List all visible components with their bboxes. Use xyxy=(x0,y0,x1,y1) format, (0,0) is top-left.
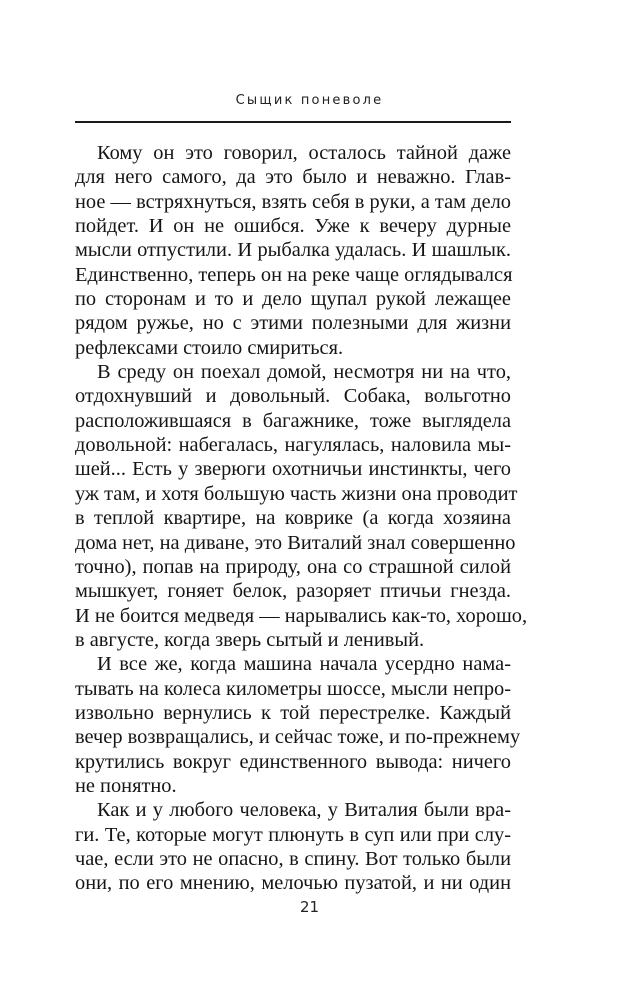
text-line: И все же, когда машина начала усердно нама- xyxy=(97,653,511,676)
page-number: 21 xyxy=(299,898,320,916)
text-line: Единственно, теперь он на реке чаще оглядывался xyxy=(75,263,513,286)
text-line: для него самого, да это было и неважно. Глав- xyxy=(75,166,511,189)
text-line: рядом ружье, но с этими полезными для жизни xyxy=(75,312,511,335)
text-line: довольной: набегалась, нагулялась, наловила мы- xyxy=(75,434,511,457)
text-line: пойдет. И он не ошибся. Уже к вечеру дурные xyxy=(75,215,511,238)
text-line: В среду он поехал домой, несмотря ни на что, xyxy=(97,361,511,384)
text-line: точно), попав на природу, она со страшной силой xyxy=(75,555,511,578)
text-line: ное — встряхнуться, взять себя в руки, а там дело xyxy=(75,190,511,213)
text-line: крутились вокруг единственного вывода: ничего xyxy=(75,750,511,773)
text-line: Как и у любого человека, у Виталия были вра- xyxy=(97,799,511,822)
text-line: вечер возвращались, и сейчас тоже, и по-прежнему xyxy=(75,726,521,749)
text-line: они, по его мнению, мелочью пузатой, и ни один xyxy=(75,872,511,895)
text-line: не понятно. xyxy=(75,774,177,797)
text-line: в августе, когда зверь сытый и ленивый. xyxy=(75,628,425,651)
text-line: уж там, и хотя большую часть жизни она проводит xyxy=(75,482,518,505)
text-line: расположившаяся в багажнике, тоже выглядела xyxy=(75,409,511,432)
running-header: Сыщик поневоле xyxy=(235,93,384,108)
header-rule xyxy=(75,121,511,123)
text-line: мышкует, гоняет белок, разоряет птичьи гнезда. xyxy=(75,580,511,603)
text-line: рефлексами стоило смириться. xyxy=(75,336,344,359)
text-line: чае, если это не опасно, в спину. Вот только были xyxy=(75,847,511,870)
text-line: Кому он это говорил, осталось тайной даже xyxy=(97,142,511,164)
text-line: ги. Те, которые могут плюнуть в суп или при слу- xyxy=(75,823,511,846)
text-line: мысли отпустили. И рыбалка удалась. И шашлык. xyxy=(75,239,511,262)
body-text xyxy=(75,141,528,896)
text-line: шей... Есть у зверюги охотничьи инстинкты, чего xyxy=(75,458,511,481)
text-line: в теплой квартире, на коврике (а когда хозяина xyxy=(75,507,511,530)
text-line: извольно вернулись к той перестрелке. Каждый xyxy=(75,701,511,724)
text-line: дома нет, на диване, это Виталий знал совершенно xyxy=(75,531,516,554)
text-line: по сторонам и то и дело щупал рукой лежащее xyxy=(75,288,511,311)
text-line: тывать на колеса километры шоссе, мысли непро- xyxy=(75,677,511,700)
text-line: отдохнувший и довольный. Собака, вольготно xyxy=(75,385,511,408)
text-line: И не боится медведя — нарывались как-то, хорошо, xyxy=(75,604,528,627)
